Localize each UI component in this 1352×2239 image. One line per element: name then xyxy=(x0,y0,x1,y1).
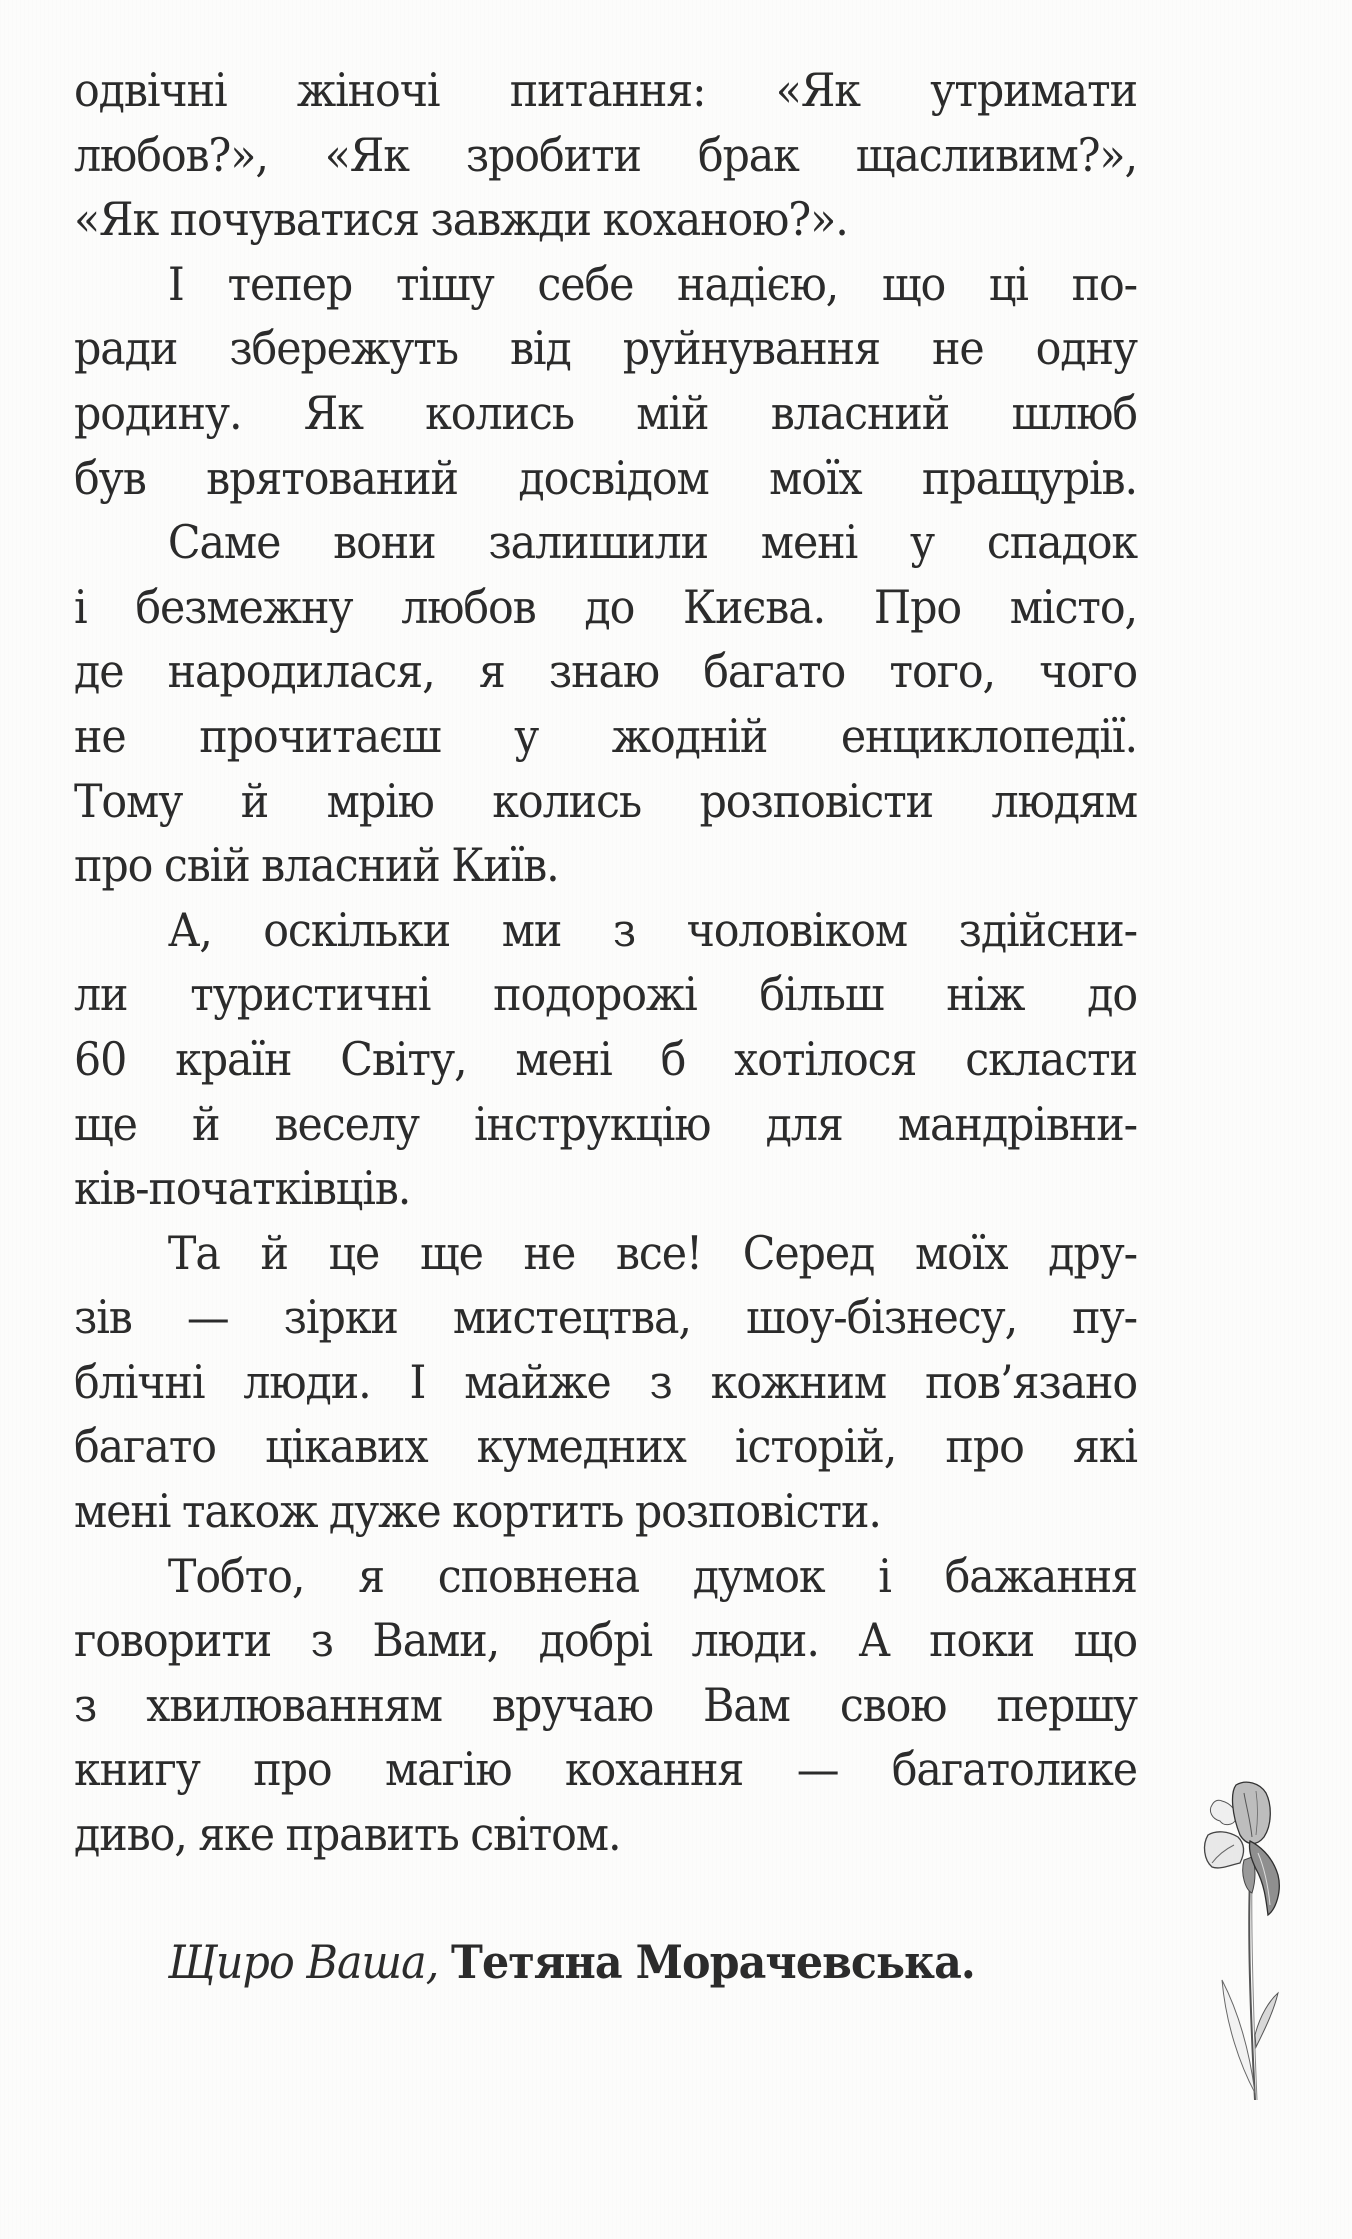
signature-greeting: Щиро Ваша, xyxy=(168,1935,439,1989)
body-text xyxy=(74,58,1137,1867)
text-line: книгу про магію кохання — багатолике xyxy=(74,1742,1137,1797)
text-line: Тобто, я сповнена думок і бажання xyxy=(167,1548,1137,1603)
text-line: родину. Як колись мій власний шлюб xyxy=(74,385,1137,440)
text-line: любов?», «Як зробити брак щасливим?», xyxy=(74,127,1137,182)
signature xyxy=(168,1930,975,1994)
text-line: А, оскільки ми з чоловіком здійсни- xyxy=(167,902,1137,957)
text-line: ще й веселу інструкцію для мандрівни- xyxy=(74,1096,1137,1151)
text-line: 60 країн Світу, мені б хотілося скласти xyxy=(74,1031,1137,1086)
text-line: зів — зірки мистецтва, шоу-бізнесу, пу- xyxy=(74,1290,1137,1345)
text-line: Та й це ще не все! Серед моїх дру- xyxy=(167,1225,1137,1280)
text-line: ків-початківців. xyxy=(74,1161,411,1216)
text-line: мені також дуже кортить розповісти. xyxy=(74,1484,881,1539)
text-line: і безмежну любов до Києва. Про місто, xyxy=(74,579,1137,634)
text-line: блічні люди. І майже з кожним пов’язано xyxy=(74,1354,1137,1409)
text-line: говорити з Вами, добрі люди. А поки що xyxy=(74,1613,1137,1668)
text-line: був врятований досвідом моїх пращурів. xyxy=(74,450,1137,505)
text-line: І тепер тішу себе надією, що ці по- xyxy=(167,256,1137,311)
text-line: ради збережуть від руйнування не одну xyxy=(74,321,1137,376)
text-line: з хвилюванням вручаю Вам свою першу xyxy=(74,1677,1137,1732)
text-line: багато цікавих кумедних історій, про які xyxy=(74,1419,1137,1474)
text-line: Саме вони залишили мені у спадок xyxy=(167,515,1137,570)
text-line: ли туристичні подорожі більш ніж до xyxy=(74,967,1137,1022)
text-line: одвічні жіночі питання: «Як утримати xyxy=(74,63,1137,117)
text-line: де народилася, я знаю багато того, чого xyxy=(74,644,1137,699)
text-line: про свій власний Київ. xyxy=(74,838,559,893)
text-line: диво, яке править світом. xyxy=(74,1807,621,1862)
signature-author: Тетяна Морачевська. xyxy=(451,1935,975,1989)
text-line: Тому й мрію колись розповісти людям xyxy=(74,773,1137,828)
text-line: не прочитаєш у жодній енциклопедії. xyxy=(74,708,1137,763)
text-line: «Як почуватися завжди коханою?». xyxy=(74,192,848,247)
iris-flower-sketch-icon xyxy=(1200,1775,1300,2105)
